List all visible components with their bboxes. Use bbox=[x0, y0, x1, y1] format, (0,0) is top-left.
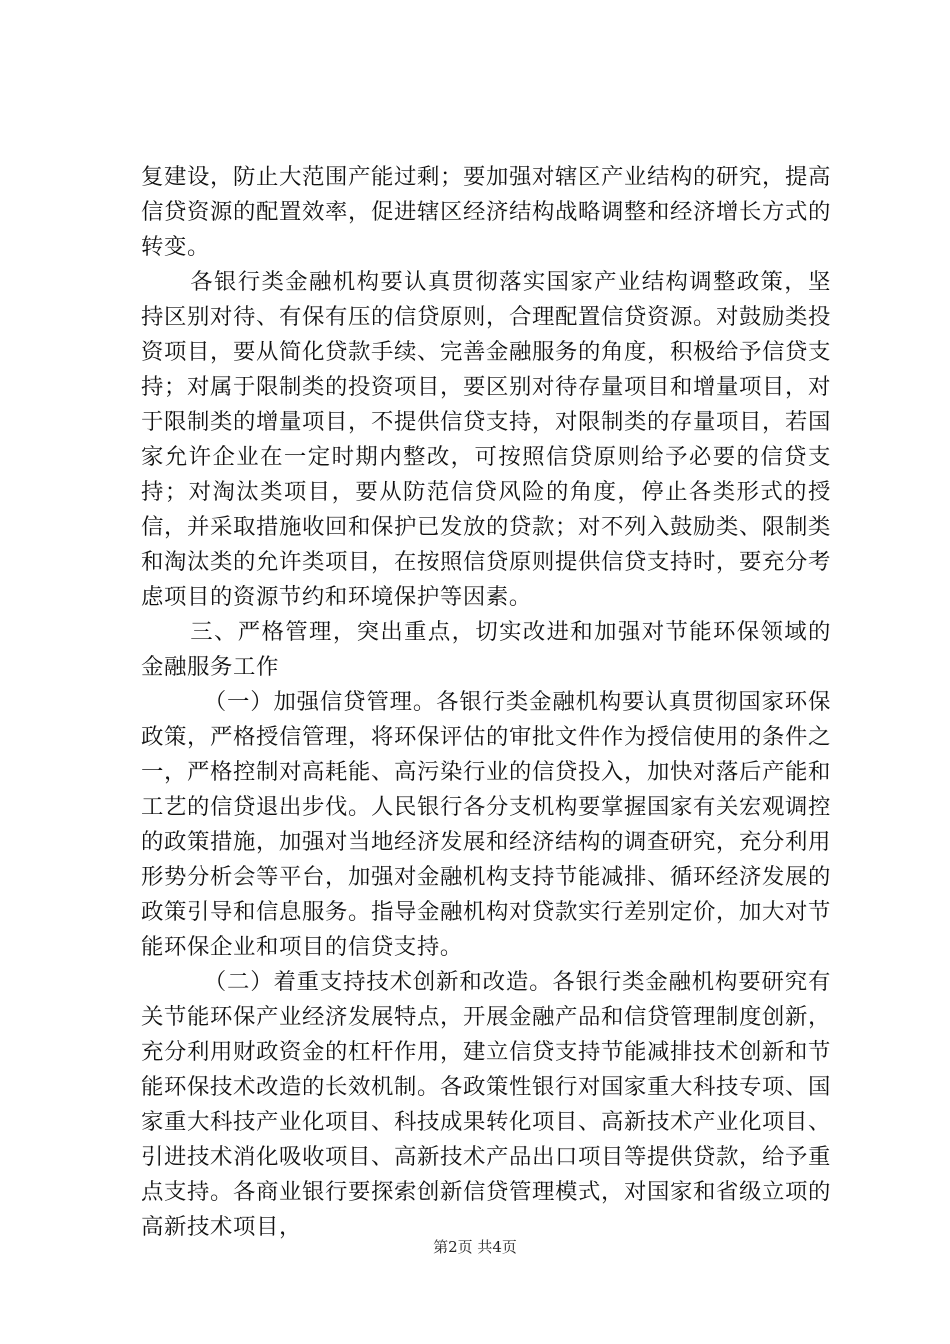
page-number-label: 第2页 共4页 bbox=[433, 1238, 517, 1256]
paragraph-industrial-policy: 各银行类金融机构要认真贯彻落实国家产业结构调整政策，坚持区别对待、有保有压的信贷原则，合理配置信贷资源。对鼓励类投资项目，要从简化贷款手续、完善金融服务的角度，积极给予信贷支持；对属于限制类的投资项目，要区别对待存量项目和增量项目，对于限制类的增量项目，不提供信贷支持，对限制类的存量项目，若国家允许企业在一定时期内整改，可按照信贷原则给予必要的信贷支持；对淘汰类项目，要从防范信贷风险的角度，停止各类形式的授信，并采取措施收回和保护已发放的贷款；对不列入鼓励类、限制类和淘汰类的允许类项目，在按照信贷原则提供信贷支持时，要充分考虑项目的资源节约和环境保护等因素。 bbox=[141, 269, 831, 610]
paragraph-technology-innovation: （二）着重支持技术创新和改造。各银行类金融机构要研究有关节能环保产业经济发展特点，开展金融产品和信贷管理制度创新，充分利用财政资金的杠杆作用，建立信贷支持节能减排技术创新和节能环保技术改造的长效机制。各政策性银行对国家重大科技专项、国家重大科技产业化项目、科技成果转化项目、高新技术产业化项目、引进技术消化吸收项目、高新技术产品出口项目等提供贷款，给予重点支持。各商业银行要探索创新信贷管理模式，对国家和省级立项的高新技术项目， bbox=[141, 969, 831, 1240]
section-heading-three: 三、严格管理，突出重点，切实改进和加强对节能环保领域的金融服务工作 bbox=[141, 619, 831, 680]
page-footer bbox=[0, 1237, 950, 1257]
document-body bbox=[141, 160, 831, 1245]
paragraph-credit-management: （一）加强信贷管理。各银行类金融机构要认真贯彻国家环保政策，严格授信管理，将环保评估的审批文件作为授信使用的条件之一，严格控制对高耗能、高污染行业的信贷投入，加快对落后产能和工艺的信贷退出步伐。人民银行各分支机构要掌握国家有关宏观调控的政策措施，加强对当地经济发展和经济结构的调查研究，充分利用形势分析会等平台，加强对金融机构支持节能减排、循环经济发展的政策引导和信息服务。指导金融机构对贷款实行差别定价，加大对节能环保企业和项目的信贷支持。 bbox=[141, 689, 831, 960]
paragraph-continuation: 复建设，防止大范围产能过剩；要加强对辖区产业结构的研究，提高信贷资源的配置效率，促进辖区经济结构战略调整和经济增长方式的转变。 bbox=[141, 164, 831, 260]
